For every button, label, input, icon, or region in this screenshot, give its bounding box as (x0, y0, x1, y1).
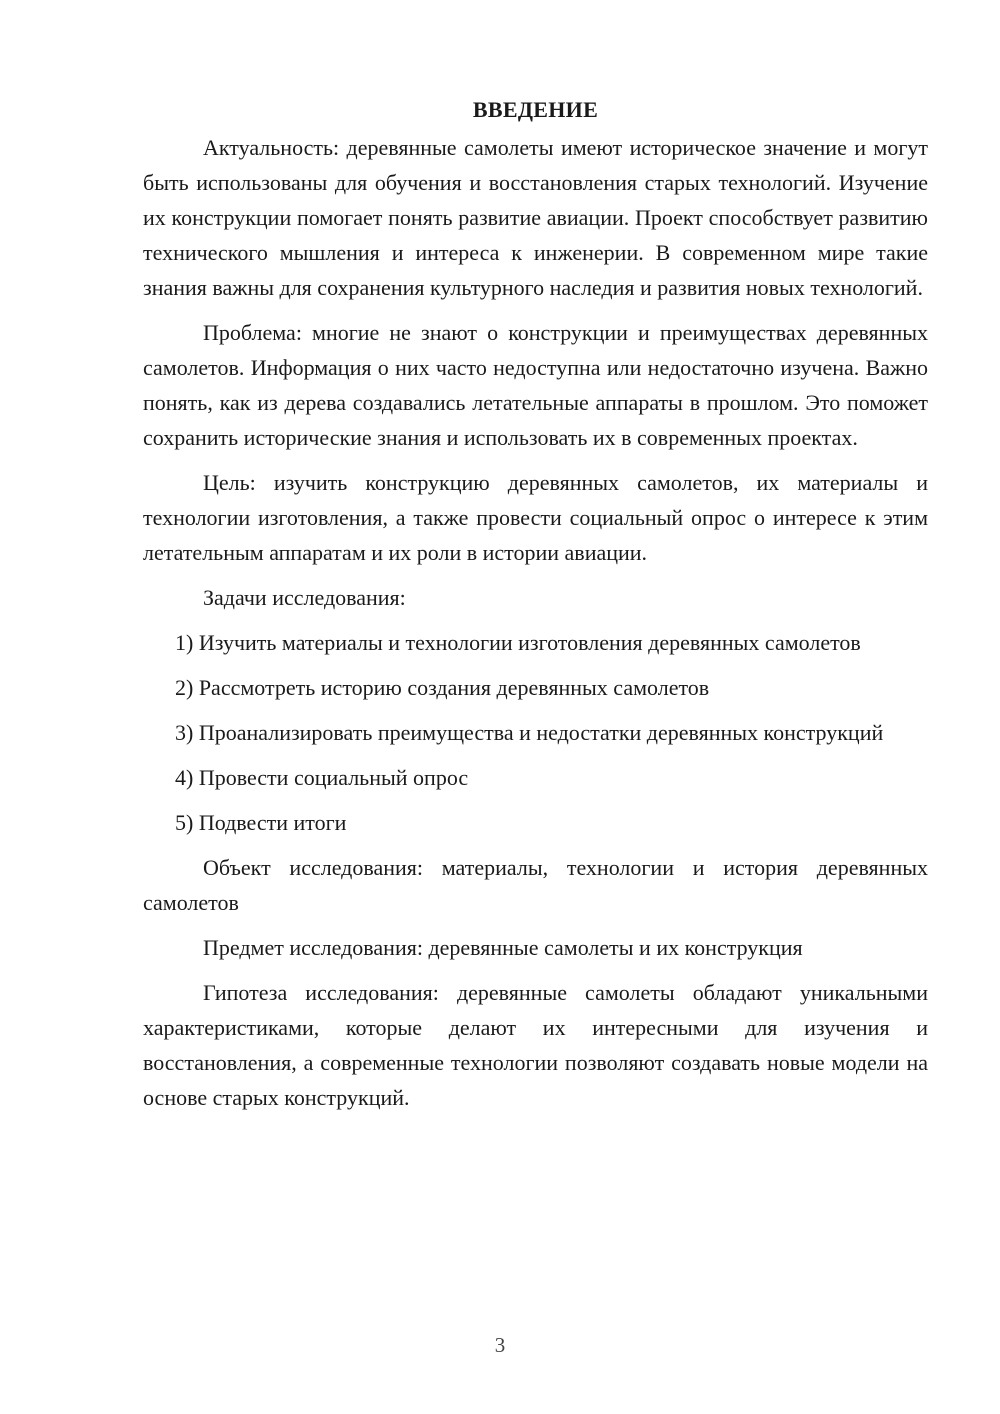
paragraph-subject: Предмет исследования: деревянные самолеты и их конструкция (203, 935, 803, 960)
paragraph-hypothesis: Гипотеза исследования: деревянные самолеты обладают уникальными характеристиками, которые делают их интересными для изучения и восстановления, а современные технологии позволяют создавать новые модели на основе старых конструкций. (143, 980, 928, 1110)
paragraph-goal: Цель: изучить конструкцию деревянных самолетов, их материалы и технологии изготовления, а также провести социальный опрос о интересе к этим летательным аппаратам и их роли в истории авиации. (143, 470, 928, 565)
list-item: 1) Изучить материалы и технологии изготовления деревянных самолетов (175, 630, 861, 655)
tasks-heading: Задачи исследования: (203, 585, 406, 610)
paragraph-problem: Проблема: многие не знают о конструкции и преимуществах деревянных самолетов. Информация о них часто недоступна или недостаточно изучена. Важно понять, как из дерева создавались летательные аппараты в прошлом. Это поможет сохранить исторические знания и использовать их в современных проектах. (143, 320, 928, 450)
paragraph-object: Объект исследования: материалы, технологии и история деревянных самолетов (143, 855, 928, 915)
list-item: 3) Проанализировать преимущества и недостатки деревянных конструкций (175, 720, 884, 745)
paragraph-relevance: Актуальность: деревянные самолеты имеют историческое значение и могут быть использованы для обучения и восстановления старых технологий. Изучение их конструкции помогает понять развитие авиации. Проект способствует развитию технического мышления и интереса к инженерии. В современном мире такие знания важны для сохранения культурного наследия и развития новых технологий. (143, 135, 928, 300)
list-item: 5) Подвести итоги (175, 810, 347, 835)
list-item: 2) Рассмотреть историю создания деревянных самолетов (175, 675, 710, 700)
document-title: ВВЕДЕНИЕ (472, 97, 599, 122)
list-item: 4) Провести социальный опрос (175, 765, 469, 790)
page-number: 3 (494, 1333, 506, 1357)
document-page (143, 92, 928, 1125)
